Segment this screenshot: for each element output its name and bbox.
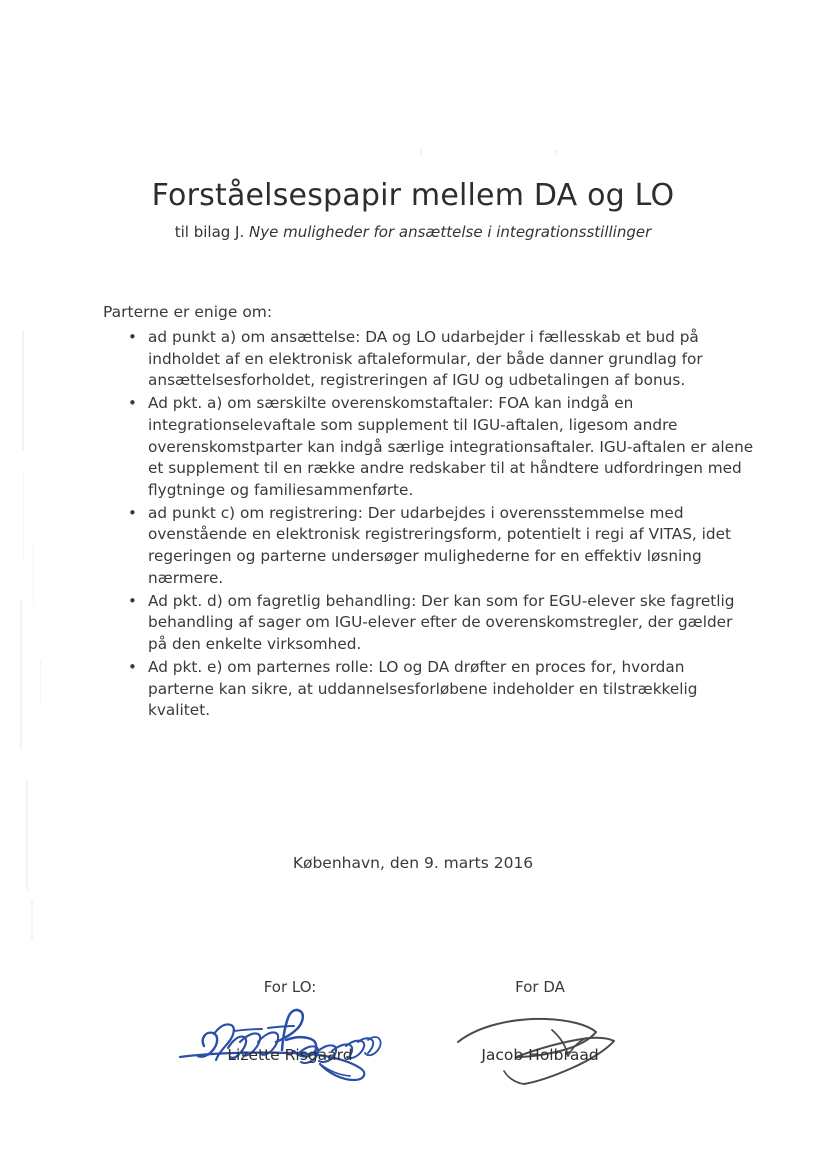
scan-artifact [31,900,33,940]
subtitle-title: Nye muligheder for ansættelse i integrationsstillinger [249,223,652,241]
signature-heading-lo: For LO: [263,978,317,996]
scan-artifact [33,545,34,605]
bullet-icon: • [128,591,137,610]
bullet-icon: • [128,657,137,676]
scan-artifact [20,600,22,750]
page-title: Forståelsespapir mellem DA og LO [151,178,675,214]
place-and-date: København, den 9. marts 2016 [292,853,534,872]
list-item [128,657,746,722]
scan-artifact [420,148,422,156]
list-item [128,503,766,590]
scan-artifact [26,780,28,890]
list-item [128,327,748,392]
scan-artifact [22,330,24,450]
agreement-points-list [128,327,754,723]
scan-artifact [23,470,24,560]
signatory-name-da: Jacob Holbraad [481,1046,599,1064]
scan-artifact [40,660,41,705]
signatory-name-lo: Lizette Risgaard [227,1046,353,1064]
signature-heading-da: For DA [515,978,565,996]
bullet-icon: • [128,328,137,346]
list-item-text: Ad pkt. e) om parternes rolle: LO og DA drøfter en proces for, hvordan parterne kan sikre, at uddannelsesforløbene indeholder en tilstrækkelig kvalitet. [148,657,698,720]
scan-artifact [555,150,558,155]
bullet-icon: • [128,394,137,413]
list-item-text: ad punkt c) om registrering: Der udarbejdes i overensstemmelse med ovenstående en elektronisk registreringsform, potentielt i regi af VITAS, idet regeringen og parterne undersøger mulighederne for en effektiv løsning nærmere. [148,503,732,587]
list-item-text: Ad pkt. d) om fagretlig behandling: Der kan som for EGU-elever ske fagretlig behandling af sager om IGU-elever efter de overenskomstregler, der gælder på den enkelte virksomhed. [148,591,735,654]
list-item [128,591,756,656]
bullet-icon: • [128,503,137,522]
subtitle-reference: til bilag J. [174,223,245,241]
list-item [128,393,756,502]
intro-paragraph: Parterne er enige om: [103,302,273,321]
document-subtitle [0,223,826,241]
list-item-text: Ad pkt. a) om særskilte overenskomstaftaler: FOA kan indgå en integrationselevaftale som supplement til IGU-aftalen, ligesom andre overenskomstparter kan indgå særlige integrationsaftaler. IGU-aftalen er alene et supplement til en række andre redskaber til at håndtere udfordringen med flygtninge og familiesammenførte. [148,394,754,500]
list-item-text: ad punkt a) om ansættelse: DA og LO udarbejder i fællesskab et bud på indholdet af en elektronisk aftaleformular, der både danner grundlag for ansættelsesforholdet, registreringen af IGU og udbetalingen af bonus. [148,328,703,390]
